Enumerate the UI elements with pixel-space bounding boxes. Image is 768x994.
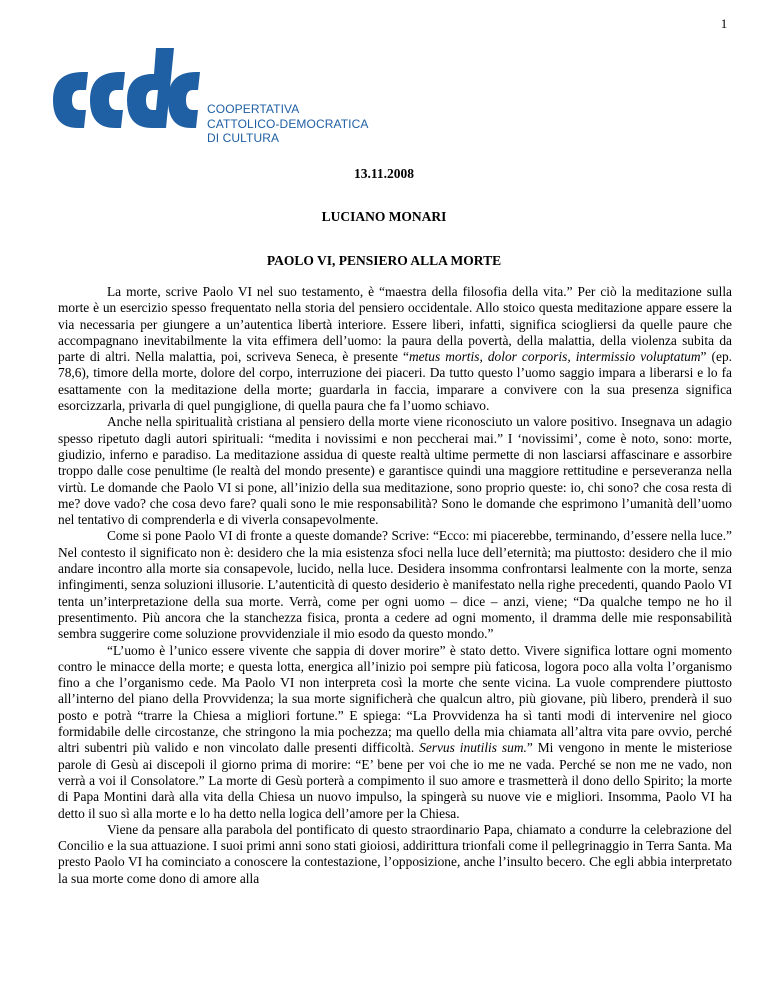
paragraph xyxy=(58,414,732,528)
paragraph-text: “L’uomo è l’unico essere vivente che sappia di dover morire” è stato detto. Vivere significa lottare ogni momento contro le minacce della morte; e questa lotta, energica all’inizio poi sempre più faticosa, logora poco alla volta l’organismo fino a che l’organismo cede. Ma Paolo VI non interpreta così la morte che sente vicina. La vuole comprendere piuttosto all’interno del piano della Provvidenza; la sua morte significherà che qualcun altro, più giovane, più libero, prenderà il suo posto e potrà “trarre la Chiesa a migliori fortune.” E spiega: “La Provvidenza ha sì tanti modi di intervenire nel gioco formidabile delle circostanze, che stringono la mia pochezza; ma quello della mia chiamata all’altra vita pare ovvio, perché altri subentri più valido e non vincolato dalle presenti difficoltà. xyxy=(58,642,732,756)
paragraph-text: Viene da pensare alla parabola del pontificato di questo straordinario Papa, chiamato a condurre la celebrazione del Concilio e la sua attuazione. I suoi primi anni sono stati gioiosi, addirittura trionfali come il pellegrinaggio in Terra Santa. Ma presto Paolo VI ha cominciato a conoscere la contestazione, l’opposizione, anche l’insulto becero. Che egli abbia interpretato la sua morte come dono di amore alla xyxy=(58,821,732,886)
italic-text: Servus inutilis sum. xyxy=(419,740,527,756)
paragraph-text: ” (ep. 78,6), timore della morte, dolore del corpo, interruzione dei piaceri. Da tutto questo l’uomo saggio impara a liberarsi e lo fa esattamente con la meditazione della morte; guardarla in faccia, imparare a convivere con la sua presenza significa esorcizzarla, privarla di quel pungiglione, di quella paura che fa l’uomo schiavo. xyxy=(58,349,732,414)
author-name: LUCIANO MONARI xyxy=(321,209,447,224)
ccdc-logo xyxy=(50,42,400,152)
ccdc-logo-icon xyxy=(50,42,200,142)
paragraph-text: Come si pone Paolo VI di fronte a queste domande? Scrive: “Ecco: mi piacerebbe, terminando, d’essere nella luce.” Nel contesto il significato non è: desidero che la mia esistenza sfoci nella luce dell’eternità; ma piuttosto: desidero che il mio andare incontro alla morte sia consapevole, lucido, nella luce. Desidera insomma confrontarsi lealmente con la morte, senza infingimenti, senza soluzioni illusorie. L’autenticità di questo desiderio è manifestato nella righe precedenti, quando Paolo VI tenta un’interpretazione della sua morte. Verrà, come per ogni uomo – dice – anzi, viene; “Da qualche tempo ne ho il presentimento. Più ancora che la stanchezza fisica, pronta a cedere ad ogni momento, il dramma delle mie responsabilità sembra suggerire come soluzione provvidenziale il mio esodo da questo mondo.” xyxy=(58,528,732,642)
logo-line: DI CULTURA xyxy=(207,131,280,145)
paragraph xyxy=(58,643,732,822)
paragraph xyxy=(58,528,732,642)
paragraph xyxy=(58,284,732,414)
paragraph-text: La morte, scrive Paolo VI nel suo testamento, è “maestra della filosofia della vita.” Per ciò la meditazione sulla morte è un esercizio spesso frequentato nella storia del pensiero occidentale. Allo stoico questa meditazione appare essere la via necessaria per giungere a un’autentica libertà interiore. Essere liberi, infatti, significa sciogliersi da quelle paure che accompagnano inevitabilmente la vita effimera dell’uomo: la paura della povertà, della malattia, della violenza subita da parte di altri. Nella malattia, poi, scriveva Seneca, è presente “ xyxy=(58,284,732,365)
logo-text xyxy=(207,102,368,146)
paragraph xyxy=(58,822,732,887)
body-text xyxy=(58,284,732,887)
document-date: 13.11.2008 xyxy=(353,166,414,181)
logo-line: CATTOLICO-DEMOCRATICA xyxy=(207,116,369,131)
document-title: PAOLO VI, PENSIERO ALLA MORTE xyxy=(266,253,502,268)
italic-text: metus mortis, dolor corporis, intermissio voluptatum xyxy=(408,349,701,365)
paragraph-text: ” Mi vengono in mente le misteriose parole di Gesù ai discepoli il giorno prima di morire: “E’ bene per voi che io me ne vada. Perché se non me ne vado, non verrà a voi il Consolatore.” La morte di Gesù porterà a compimento il suo amore e trasmetterà il dono dello Spirito; la morte di Papa Montini darà alla vita della Chiesa un nuovo impulso, la spingerà su nuove vie e migliori. Insomma, Paolo VI ha detto il suo sì alla morte e lo ha detto nella logica dell’amore per la Chiesa. xyxy=(58,740,733,821)
page-number: 1 xyxy=(720,16,728,31)
paragraph-text: Anche nella spiritualità cristiana al pensiero della morte viene riconosciuto un valore positivo. Insegnava un adagio spesso ripetuto dagli autori spirituali: “medita i novissimi e non peccherai mai.” I ‘novissimi’, come è noto, sono: morte, giudizio, inferno e paradiso. La meditazione assidua di queste realtà ultime permette di non lasciarsi affascinare e assorbire troppo dalle cose penultime (le realtà del mondo presente) e garantisce quindi una maggiore rettitudine e perseveranza nella virtù. Le domande che Paolo VI si pone, all’inizio della sua meditazione, sono proprio queste: io, chi sono? che cosa resta di me? dove vado? che cosa devo fare? quali sono le mie responsabilità? Sono le domande che esprimono l’umanità dell’uomo nel tentativo di comprenderla e di viverla consapevolmente. xyxy=(58,414,732,528)
logo-line: COOPERTATIVA xyxy=(207,102,300,116)
